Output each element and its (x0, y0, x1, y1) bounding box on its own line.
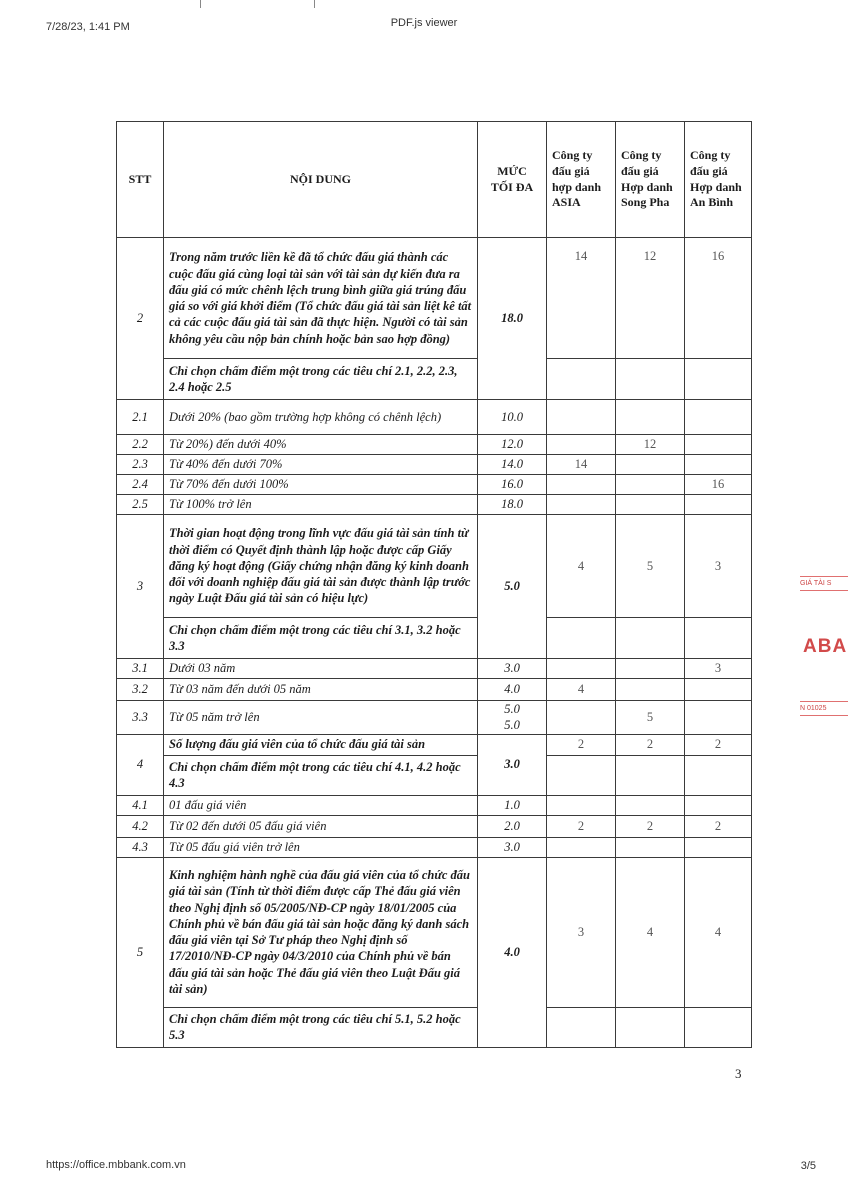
table-header-row (117, 122, 752, 238)
score-asia (547, 659, 616, 679)
score-asia: 2 (547, 815, 616, 837)
score-song-pha (616, 837, 685, 857)
row-content: Từ 70% đến dưới 100% (164, 475, 478, 495)
document-page-number: 3 (735, 1066, 742, 1081)
score-song-pha (616, 400, 685, 435)
table-row (117, 815, 752, 837)
score-asia (547, 618, 616, 659)
row-content: 01 đấu giá viên (164, 795, 478, 815)
score-song-pha (616, 359, 685, 400)
table-row (117, 679, 752, 701)
row-max-a: 5.0 (504, 702, 520, 716)
score-asia: 4 (547, 679, 616, 701)
table-row (117, 837, 752, 857)
row-stt: 3.1 (117, 659, 164, 679)
table-row (117, 659, 752, 679)
table-row (117, 755, 752, 795)
header-company-an-binh: Công ty đấu giá Hợp danh An Bình (685, 122, 752, 238)
table-row (117, 495, 752, 515)
row-stt: 4.2 (117, 815, 164, 837)
row-note: Chỉ chọn chấm điểm một trong các tiêu chí 2.1, 2.2, 2.3, 2.4 hoặc 2.5 (164, 359, 478, 400)
header-max-line2: TỐI ĐA (490, 179, 534, 194)
print-page-title: PDF.js viewer (390, 17, 458, 29)
row-content: Từ 05 đấu giá viên trở lên (164, 837, 478, 857)
row-max: 4.0 (478, 857, 547, 1047)
row-content: Trong năm trước liền kề đã tổ chức đấu giá thành các cuộc đấu giá cùng loại tài sản với tài sản dự kiến đưa ra đấu giá có mức chênh lệch trung bình giữa giá trúng đấu giá so với giá khởi điểm (Tổ chức đấu giá tài sản liệt kê tất cả các cuộc đấu giá tài sản đã thực hiện. Người có tài sản không yêu cầu nộp bản chính hoặc bản sao hợp đồng) (164, 238, 478, 359)
row-content: Từ 20%) đến dưới 40% (164, 435, 478, 455)
score-an-binh (685, 359, 752, 400)
score-an-binh: 2 (685, 734, 752, 755)
score-asia (547, 475, 616, 495)
row-max: 2.0 (478, 815, 547, 837)
score-song-pha (616, 679, 685, 701)
row-max: 5.0 (478, 515, 547, 659)
header-max-line1: MỨC (497, 163, 527, 178)
score-an-binh (685, 701, 752, 735)
row-stt: 2.5 (117, 495, 164, 515)
row-note: Chỉ chọn chấm điểm một trong các tiêu chí 3.1, 3.2 hoặc 3.3 (164, 618, 478, 659)
score-an-binh (685, 755, 752, 795)
score-song-pha (616, 618, 685, 659)
score-an-binh (685, 837, 752, 857)
row-stt: 2 (117, 238, 164, 400)
print-page-indicator: 3/5 (800, 1160, 816, 1172)
score-song-pha (616, 475, 685, 495)
table-row (117, 734, 752, 755)
score-an-binh (685, 455, 752, 475)
row-content: Kinh nghiệm hành nghề của đấu giá viên của tổ chức đấu giá tài sản (Tính từ thời điểm được cấp Thẻ đấu giá viên theo Nghị định số 05/2005/NĐ-CP ngày 18/01/2005 của Chính phủ về bán đấu giá tài sản hoặc đăng ký danh sách đấu giá viên tại Sở Tư pháp theo Nghị định số 17/2010/NĐ-CP ngày 04/3/2010 của Chính phủ về bán đấu giá tài sản hoặc Thẻ đấu giá viên theo Luật Đấu giá tài sản) (164, 857, 478, 1007)
row-max: 1.0 (478, 795, 547, 815)
score-asia (547, 359, 616, 400)
score-an-binh (685, 795, 752, 815)
row-max: 12.0 (478, 435, 547, 455)
table-row (117, 701, 752, 735)
row-stt: 3.2 (117, 679, 164, 701)
row-max: 14.0 (478, 455, 547, 475)
score-asia: 4 (547, 515, 616, 618)
score-an-binh (685, 495, 752, 515)
row-content: Từ 100% trở lên (164, 495, 478, 515)
table-row (117, 618, 752, 659)
row-stt: 2.2 (117, 435, 164, 455)
score-song-pha: 2 (616, 734, 685, 755)
score-an-binh: 2 (685, 815, 752, 837)
row-max (478, 701, 547, 735)
stamp-text-bottom: N 01025 (800, 705, 827, 712)
table-row (117, 435, 752, 455)
score-asia: 3 (547, 857, 616, 1007)
score-asia (547, 435, 616, 455)
score-an-binh (685, 618, 752, 659)
stamp-text-top: GIÁ TÀI S (800, 580, 832, 587)
row-stt: 2.4 (117, 475, 164, 495)
score-an-binh (685, 435, 752, 455)
score-asia (547, 701, 616, 735)
row-max: 4.0 (478, 679, 547, 701)
row-max: 18.0 (478, 495, 547, 515)
score-asia: 2 (547, 734, 616, 755)
row-stt: 2.3 (117, 455, 164, 475)
score-asia (547, 755, 616, 795)
row-content: Thời gian hoạt động trong lĩnh vực đấu giá tài sản tính từ thời điểm có Quyết định thành lập hoặc được cấp Giấy đăng ký hoạt động (Giấy chứng nhận đăng ký kinh doanh đối với doanh nghiệp đấu giá tài sản được thành lập trước ngày Luật Đấu giá tài sản có hiệu lực) (164, 515, 478, 618)
score-song-pha: 12 (616, 238, 685, 359)
row-max: 3.0 (478, 659, 547, 679)
score-asia: 14 (547, 455, 616, 475)
table-row (117, 515, 752, 618)
score-asia (547, 495, 616, 515)
score-an-binh: 16 (685, 238, 752, 359)
score-an-binh: 4 (685, 857, 752, 1007)
row-content: Số lượng đấu giá viên của tổ chức đấu giá tài sản (164, 734, 478, 755)
row-max: 18.0 (478, 238, 547, 400)
score-song-pha: 2 (616, 815, 685, 837)
row-content: Từ 40% đến dưới 70% (164, 455, 478, 475)
score-asia (547, 400, 616, 435)
score-asia: 14 (547, 238, 616, 359)
row-max: 3.0 (478, 837, 547, 857)
row-max: 3.0 (478, 734, 547, 795)
row-content: Dưới 20% (bao gồm trường hợp không có chênh lệch) (164, 400, 478, 435)
table-row (117, 455, 752, 475)
stamp-fragment-mid: ABA (803, 636, 848, 657)
row-stt: 4.3 (117, 837, 164, 857)
stamp-fragment-bottom (800, 698, 848, 724)
score-an-binh (685, 400, 752, 435)
score-song-pha (616, 795, 685, 815)
row-note: Chỉ chọn chấm điểm một trong các tiêu chí 4.1, 4.2 hoặc 4.3 (164, 755, 478, 795)
score-an-binh (685, 1007, 752, 1047)
row-stt: 4 (117, 734, 164, 795)
row-content: Từ 02 đến dưới 05 đấu giá viên (164, 815, 478, 837)
table-row (117, 359, 752, 400)
row-content: Từ 05 năm trở lên (164, 701, 478, 735)
table-row (117, 238, 752, 359)
row-max: 16.0 (478, 475, 547, 495)
header-company-song-pha: Công ty đấu giá Hợp danh Song Pha (616, 122, 685, 238)
table-row (117, 795, 752, 815)
print-timestamp: 7/28/23, 1:41 PM (46, 21, 130, 33)
row-stt: 5 (117, 857, 164, 1047)
row-stt: 3.3 (117, 701, 164, 735)
score-song-pha (616, 755, 685, 795)
score-song-pha (616, 1007, 685, 1047)
score-song-pha: 5 (616, 515, 685, 618)
score-an-binh: 3 (685, 659, 752, 679)
score-asia (547, 795, 616, 815)
table-row (117, 475, 752, 495)
row-max: 10.0 (478, 400, 547, 435)
score-song-pha (616, 659, 685, 679)
score-an-binh: 16 (685, 475, 752, 495)
table-row (117, 857, 752, 1007)
row-stt: 3 (117, 515, 164, 659)
score-song-pha: 12 (616, 435, 685, 455)
row-stt: 2.1 (117, 400, 164, 435)
table-row (117, 400, 752, 435)
header-max (478, 122, 547, 238)
row-stt: 4.1 (117, 795, 164, 815)
print-url: https://office.mbbank.com.vn (46, 1159, 186, 1171)
row-content: Dưới 03 năm (164, 659, 478, 679)
row-content: Từ 03 năm đến dưới 05 năm (164, 679, 478, 701)
scoring-table (116, 121, 752, 1048)
score-song-pha (616, 495, 685, 515)
score-song-pha: 4 (616, 857, 685, 1007)
header-stt: STT (117, 122, 164, 238)
stamp-fragment-top (800, 573, 848, 609)
score-an-binh (685, 679, 752, 701)
row-note: Chỉ chọn chấm điểm một trong các tiêu chí 5.1, 5.2 hoặc 5.3 (164, 1007, 478, 1047)
table-row (117, 1007, 752, 1047)
header-company-asia: Công ty đấu giá hợp danh ASIA (547, 122, 616, 238)
header-content: NỘI DUNG (164, 122, 478, 238)
score-song-pha: 5 (616, 701, 685, 735)
edge-mark (314, 0, 315, 8)
score-asia (547, 837, 616, 857)
score-song-pha (616, 455, 685, 475)
row-max-b: 5.0 (504, 718, 520, 733)
score-an-binh: 3 (685, 515, 752, 618)
edge-mark (200, 0, 201, 8)
score-asia (547, 1007, 616, 1047)
